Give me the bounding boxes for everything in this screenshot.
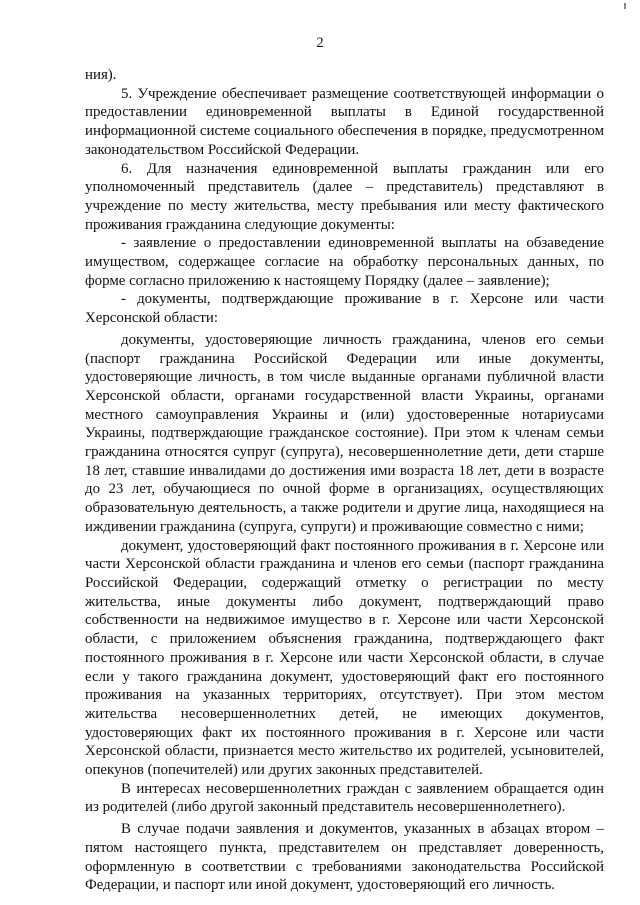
paragraph-identity-documents: документы, удостоверяющие личность гражданина, членов его семьи (паспорт гражданина Российской Федерации или иные документы, удостоверяющие личность, в том числе выданные органами публичной власти Херсонской области, органами государственной власти Украины, органами местного самоуправления Украины и (или) удостоверенные нотариусами Украины, подтверждающие гражданское состояние). При этом к членам семьи гражданина относятся супруг (супруга), несовершеннолетние дети, дети старше 18 лет, ставшие инвалидами до достижения ими возраста 18 лет, дети в возрасте до 23 лет, обучающиеся по очной форме в организациях, осуществляющих образовательную деятельность, а также родители и другие лица, находящиеся на иждивении гражданина (супруга, супруги) и проживающие совместно с ними; [85, 331, 604, 535]
paragraph-item-5: 5. Учреждение обеспечивает размещение соответствующей информации о предоставлении единовременной выплаты в Единой государственной информационной системе социального обеспечения в порядке, предусмотренном законодательством Российской Федерации. [85, 85, 604, 158]
page-number: 2 [316, 35, 324, 51]
paragraph-minors: В интересах несовершеннолетних граждан с заявлением обращается один из родителей (либо другой законный представитель несовершеннолетнего). [85, 780, 604, 816]
paragraph-residence-documents: - документы, подтверждающие проживание в г. Херсоне или части Херсонской области: [85, 291, 604, 327]
paragraph-representative: В случае подачи заявления и документов, указанных в абзацах втором – пятом настоящего пункта, представителем он представляет доверенность, оформленную в соответствии с требованиями законодательства Российской Федерации, и паспорт или иной документ, удостоверяющий его личность. [85, 821, 604, 894]
document-body [85, 66, 604, 895]
paragraph-continuation: ния). [85, 67, 117, 83]
paragraph-application: - заявление о предоставлении единовременной выплаты на обзаведение имуществом, содержащее согласие на обработку персональных данных, по форме согласно приложению к настоящему Порядку (далее – заявление); [85, 235, 604, 289]
paragraph-item-6: 6. Для назначения единовременной выплаты гражданин или его уполномоченный представитель (далее – представитель) представляют в учреждение по месту жительства, месту пребывания или месту фактического проживания гражданина следующие документы: [85, 160, 604, 233]
paragraph-permanent-residence: документ, удостоверяющий факт постоянного проживания в г. Херсоне или части Херсонской области гражданина и членов его семьи (паспорт гражданина Российской Федерации, содержащий отметку о регистрации по месту жительства, иные документы либо документ, подтверждающий право собственности на недвижимое имущество в г. Херсоне или части Херсонской области, с приложением объяснения гражданина, подтверждающего факт постоянного проживания в г. Херсоне или части Херсонской области, в случае если у такого гражданина документ, удостоверяющий факт его постоянного проживания на указанных территориях, отсутствует). При этом местом жительства несовершеннолетних детей, не имеющих документов, удостоверяющих факт их постоянного проживания в г. Херсоне или части Херсонской области, признается место жительство их родителей, усыновителей, опекунов (попечителей) или других законных представителей. [85, 537, 604, 779]
scan-mark [624, 3, 626, 9]
